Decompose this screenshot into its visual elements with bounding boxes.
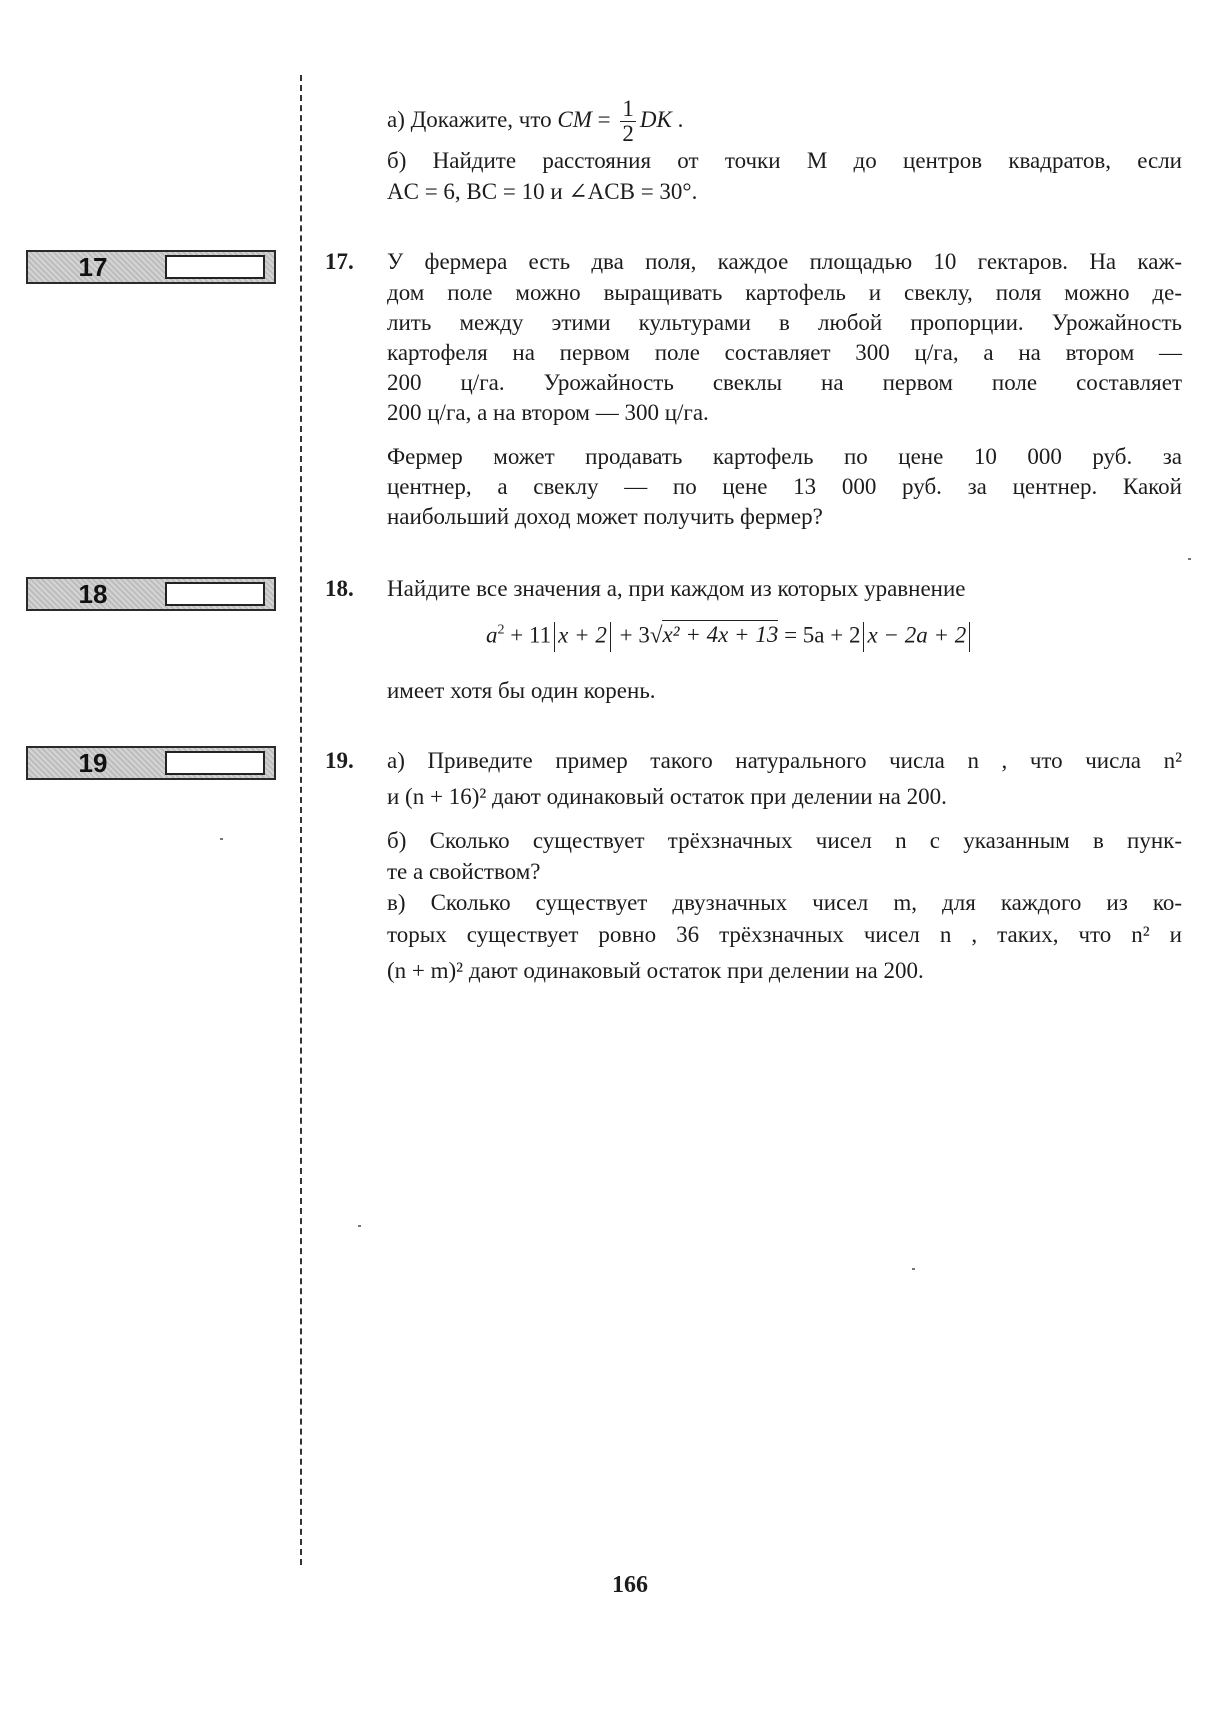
math-a: a <box>486 622 498 648</box>
task17-line: наибольший доход может получить фермер? <box>387 504 823 529</box>
task18-equation: $a^2 + 11$ x + 2 + 3√x² + 4x + 13 = 5a + 2 x − 2a + 2 <box>486 622 973 652</box>
period: . <box>677 106 684 132</box>
scan-speck <box>358 1225 361 1227</box>
task-number-17: 17. <box>325 249 354 274</box>
task16-part-a <box>387 97 1182 146</box>
answer-box-18 <box>26 577 276 611</box>
task17-line: 200 ц/га. Урожайность свеклы на первом поле составляет <box>387 370 1182 395</box>
task16-part-b-line1: б) Найдите расстояния от точки M до центров квадратов, если <box>387 148 1182 173</box>
answer-field-19[interactable] <box>165 751 265 775</box>
math-dk: DK <box>639 106 672 132</box>
task17-line: картофеля на первом поле составляет 300 ц/га, а на втором — <box>387 340 1182 365</box>
fraction-one-half <box>620 97 636 146</box>
math-eq: = <box>597 106 611 132</box>
task19-c-line3: (n + m)² дают одинаковый остаток при делении на 200. <box>387 958 924 983</box>
math-radicand: x² + 4x + 13 <box>662 622 779 648</box>
answer-field-17[interactable] <box>165 255 265 279</box>
task17-line: Фермер может продавать картофель по цене 10 000 руб. за <box>387 444 1182 469</box>
task19-c-line2: торых существует ровно 36 трёхзначных чисел n , таких, что n² и <box>387 922 1182 947</box>
task17-line: дом поле можно выращивать картофель и свеклу, поля можно де- <box>387 280 1182 305</box>
math-cm: CM <box>557 106 592 132</box>
task16-part-b-line2: AC = 6, BC = 10 и ∠ACB = 30°. <box>387 179 698 204</box>
task17-line: 200 ц/га, а на втором — 300 ц/га. <box>387 400 709 425</box>
answer-field-18[interactable] <box>165 582 265 606</box>
scan-speck <box>912 1268 915 1270</box>
task18-outro: имеет хотя бы один корень. <box>387 678 656 703</box>
page-number: 166 <box>612 1572 648 1598</box>
math-term: + 11 <box>510 622 552 648</box>
task19-c-line1: в) Сколько существует двузначных чисел m, для каждого из ко- <box>387 890 1182 915</box>
task17-line: У фермера есть два поля, каждое площадью 10 гектаров. На каж- <box>387 249 1182 274</box>
task17-line: центнер, а свеклу — по цене 13 000 руб. за центнер. Какой <box>387 474 1182 499</box>
task19-b-line2: те a свойством? <box>387 859 541 884</box>
task-number-19: 19. <box>325 748 354 773</box>
answer-box-label: 19 <box>78 748 108 778</box>
math-abs: x + 2 <box>558 622 607 648</box>
answer-box-label: 17 <box>78 252 108 282</box>
answer-box-label: 18 <box>78 579 108 609</box>
fraction-denominator: 2 <box>622 121 634 146</box>
task-number-18: 18. <box>325 576 354 601</box>
task17-line: лить между этими культурами в любой пропорции. Урожайность <box>387 310 1182 335</box>
fraction-numerator: 1 <box>622 96 634 121</box>
scan-speck <box>1188 558 1191 560</box>
math-abs: x − 2a + 2 <box>867 622 967 648</box>
task19-a-line2: и (n + 16)² дают одинаковый остаток при делении на 200. <box>387 784 947 809</box>
task18-intro: Найдите все значения a, при каждом из которых уравнение <box>387 576 966 601</box>
math-term: + 3 <box>619 622 650 648</box>
cut-line <box>300 75 302 1565</box>
answer-box-17 <box>26 250 276 284</box>
scan-speck <box>220 838 223 840</box>
task19-a-line1: а) Приведите пример такого натурального числа n , что числа n² <box>387 748 1182 773</box>
task16-a-text: а) Докажите, что <box>387 106 552 132</box>
math-term: = 5a + 2 <box>784 622 861 648</box>
task19-b-line1: б) Сколько существует трёхзначных чисел n с указанным в пунк- <box>387 828 1182 853</box>
answer-box-19 <box>26 746 276 780</box>
